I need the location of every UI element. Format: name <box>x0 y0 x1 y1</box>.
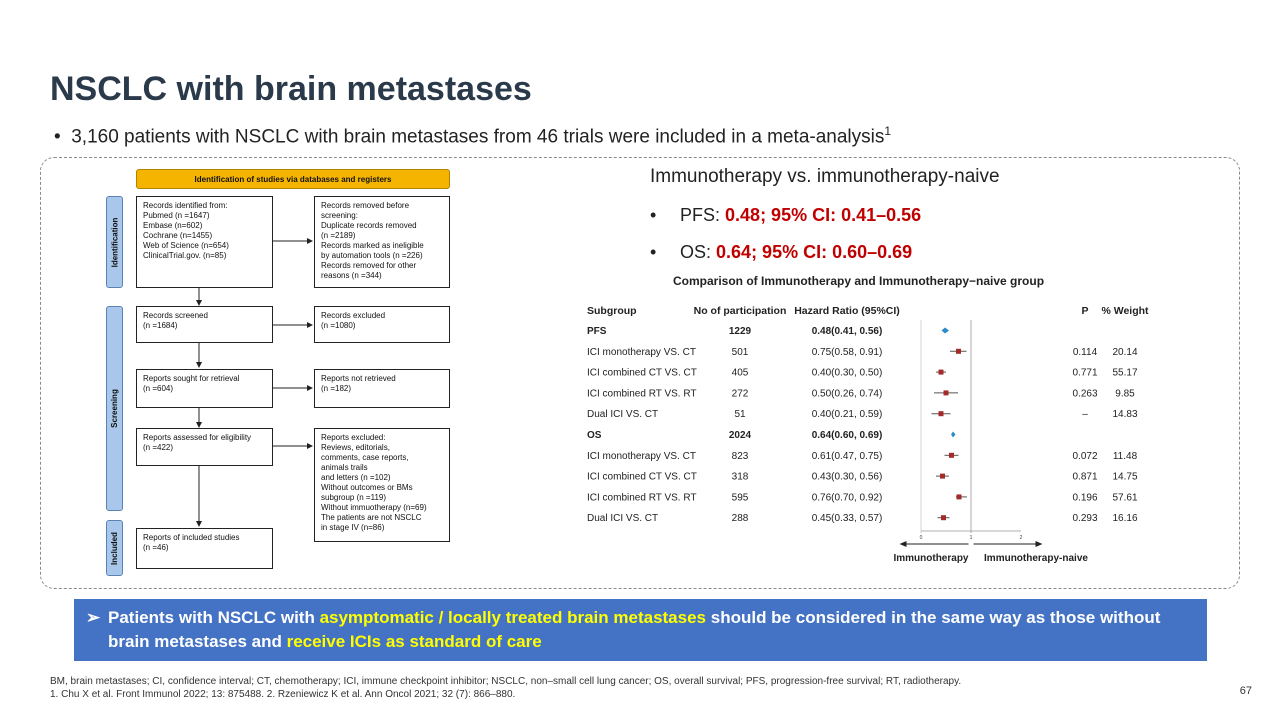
pfs-bullet <box>650 205 921 226</box>
box-records-identified: Records identified from: Pubmed (n =1647) Embase (n=602) Cochrane (n=1455) Web of Science (n=654) ClinicalTrial.gov. (n=85) <box>136 196 273 288</box>
header-weight: % Weight <box>1101 305 1149 317</box>
phase-label: Identification <box>110 217 119 267</box>
flowchart-banner: Identification of studies via databases and registers <box>136 169 450 189</box>
box-reports-sought: Reports sought for retrieval (n =604) <box>136 369 273 408</box>
row-weight: 57.61 <box>1112 492 1138 504</box>
row-weight: 16.16 <box>1112 513 1138 525</box>
conclusion-highlight: receive ICIs as standard of care <box>286 632 542 651</box>
box-reports-not-retrieved: Reports not retrieved (n =182) <box>314 369 450 408</box>
box-records-excluded: Records excluded (n =1080) <box>314 306 450 343</box>
header-subgroup: Subgroup <box>587 305 637 317</box>
row-hazard-ratio: 0.50(0.26, 0.74) <box>811 388 883 400</box>
references: 1. Chu X et al. Front Immunol 2022; 13: 875488. 2. Rzeniewicz K et al. Ann Oncol 2021; 32 (7): 866–880. <box>50 689 516 700</box>
phase-label: Screening <box>110 389 119 428</box>
conclusion-box <box>74 599 1207 661</box>
row-participants: 288 <box>731 513 749 525</box>
forest-title: Comparison of Immunotherapy and Immunotherapy−naive group <box>673 274 1045 288</box>
bullet-dot: • <box>650 242 657 262</box>
box-records-removed: Records removed before screening: Duplicate records removed (n =2189) Records marked as ineligible by automation tools (n =226) Records removed for other reasons (n =344) <box>314 196 450 288</box>
row-participants: 1229 <box>728 326 752 337</box>
row-weight: 11.48 <box>1112 450 1138 462</box>
page-title: NSCLC with brain metastases <box>50 70 532 108</box>
estimate-marker <box>939 411 944 416</box>
phase-included <box>106 520 123 576</box>
row-hazard-ratio: 0.75(0.58, 0.91) <box>811 346 883 358</box>
row-hazard-ratio: 0.64(0.60, 0.69) <box>811 430 883 441</box>
direction-label-naive: Immunotherapy-naive <box>984 553 1088 564</box>
row-p-value: 0.114 <box>1072 346 1098 358</box>
row-participants: 2024 <box>728 430 752 441</box>
row-subgroup: ICI combined CT VS. CT <box>587 367 697 379</box>
right-arrow-head <box>1036 541 1043 547</box>
row-hazard-ratio: 0.48(0.41, 0.56) <box>811 326 883 337</box>
box-reports-assessed: Reports assessed for eligibility (n =422) <box>136 428 273 466</box>
row-weight: 14.83 <box>1112 409 1138 421</box>
header-p: P <box>1081 305 1089 317</box>
forest-plot <box>575 268 1175 568</box>
row-participants: 823 <box>731 450 749 462</box>
box-reports-excluded: Reports excluded: Reviews, editorials, comments, case reports, animals trails and letters (n =102) Without outcomes or BMs subgroup (n =119) Without immuotherapy (n=69) The patients are not NSCLC in stage IV (n=86) <box>314 428 450 542</box>
row-weight: 9.85 <box>1115 388 1135 400</box>
row-p-value: 0.196 <box>1072 492 1098 504</box>
row-subgroup: Dual ICI VS. CT <box>587 409 659 421</box>
page-number: 67 <box>1239 685 1252 697</box>
row-participants: 272 <box>731 388 749 400</box>
bullet-dot: • <box>54 126 72 148</box>
phase-identification <box>106 196 123 288</box>
x-tick-label: 1 <box>969 535 973 541</box>
conclusion-text <box>108 606 1195 654</box>
row-participants: 501 <box>731 346 749 358</box>
bullet-dot: • <box>650 205 657 225</box>
left-arrow-head <box>900 541 907 547</box>
header-hazard-ratio: Hazard Ratio (95%CI) <box>794 305 900 317</box>
os-label: OS: <box>680 242 712 262</box>
row-p-value: 0.293 <box>1072 513 1098 525</box>
row-subgroup: Dual ICI VS. CT <box>587 513 659 525</box>
conclusion-part: should be considered in the same way as those without brain metastases and <box>108 608 1161 651</box>
subtitle-bullet <box>54 124 891 148</box>
phase-label: Included <box>110 531 120 565</box>
estimate-marker <box>940 474 945 479</box>
conclusion-highlight: asymptomatic / locally treated brain metastases <box>319 608 707 627</box>
estimate-marker <box>944 390 949 395</box>
row-subgroup: ICI monotherapy VS. CT <box>587 450 696 462</box>
row-participants: 405 <box>731 367 749 379</box>
box-records-screened: Records screened (n =1684) <box>136 306 273 343</box>
row-weight: 55.17 <box>1112 367 1138 379</box>
row-p-value: 0.072 <box>1072 450 1098 462</box>
subtitle-text: 3,160 patients with NSCLC with brain metastases from 46 trials were included in a meta-analysis <box>71 126 885 148</box>
row-p-value: – <box>1082 409 1088 421</box>
subtitle-reference: 1 <box>884 124 892 138</box>
footnote <box>50 675 961 701</box>
conclusion-part: Patients with NSCLC with <box>108 608 320 627</box>
row-p-value: 0.871 <box>1072 471 1098 483</box>
estimate-marker <box>949 453 954 458</box>
row-subgroup: PFS <box>587 326 607 337</box>
estimate-marker <box>957 494 962 499</box>
row-subgroup: ICI combined RT VS. RT <box>587 388 697 400</box>
row-hazard-ratio: 0.76(0.70, 0.92) <box>811 492 883 504</box>
row-subgroup: ICI monotherapy VS. CT <box>587 346 696 358</box>
row-hazard-ratio: 0.40(0.21, 0.59) <box>811 409 883 421</box>
comparison-heading: Immunotherapy vs. immunotherapy-naive <box>650 166 1000 187</box>
row-subgroup: ICI combined RT VS. RT <box>587 492 697 504</box>
phase-screening <box>106 306 123 511</box>
pfs-value: 0.48; 95% CI: 0.41–0.56 <box>725 205 922 225</box>
row-hazard-ratio: 0.43(0.30, 0.56) <box>811 471 883 483</box>
x-tick-label: 0 <box>919 535 923 541</box>
summary-diamond <box>951 432 956 438</box>
summary-diamond <box>942 328 950 334</box>
row-hazard-ratio: 0.40(0.30, 0.50) <box>811 367 883 379</box>
row-participants: 595 <box>731 492 749 504</box>
pfs-label: PFS: <box>680 205 721 225</box>
row-participants: 318 <box>731 471 749 483</box>
row-hazard-ratio: 0.45(0.33, 0.57) <box>811 513 883 525</box>
row-hazard-ratio: 0.61(0.47, 0.75) <box>811 450 883 462</box>
x-tick-label: 2 <box>1019 535 1023 541</box>
os-value: 0.64; 95% CI: 0.60–0.69 <box>716 242 913 262</box>
box-included-studies: Reports of included studies (n =46) <box>136 528 273 569</box>
row-weight: 14.75 <box>1112 471 1138 483</box>
row-subgroup: OS <box>587 430 602 441</box>
os-bullet <box>650 242 912 263</box>
header-participants: No of participation <box>693 305 787 317</box>
estimate-marker <box>939 370 944 375</box>
row-p-value: 0.771 <box>1072 367 1098 379</box>
estimate-marker <box>941 515 946 520</box>
row-weight: 20.14 <box>1112 346 1138 358</box>
row-subgroup: ICI combined CT VS. CT <box>587 471 697 483</box>
row-p-value: 0.263 <box>1072 388 1098 400</box>
direction-label-immunotherapy: Immunotherapy <box>893 553 969 564</box>
abbreviations: BM, brain metastases; CI, confidence interval; CT, chemotherapy; ICI, immune checkpoint inhibitor; NSCLC, non–small cell lung cancer; OS, overall survival; PFS, progression-free survival; RT, radiotherapy. <box>50 676 962 687</box>
estimate-marker <box>956 349 961 354</box>
row-participants: 51 <box>734 409 746 421</box>
arrow-bullet-icon: ➢ <box>86 608 101 627</box>
